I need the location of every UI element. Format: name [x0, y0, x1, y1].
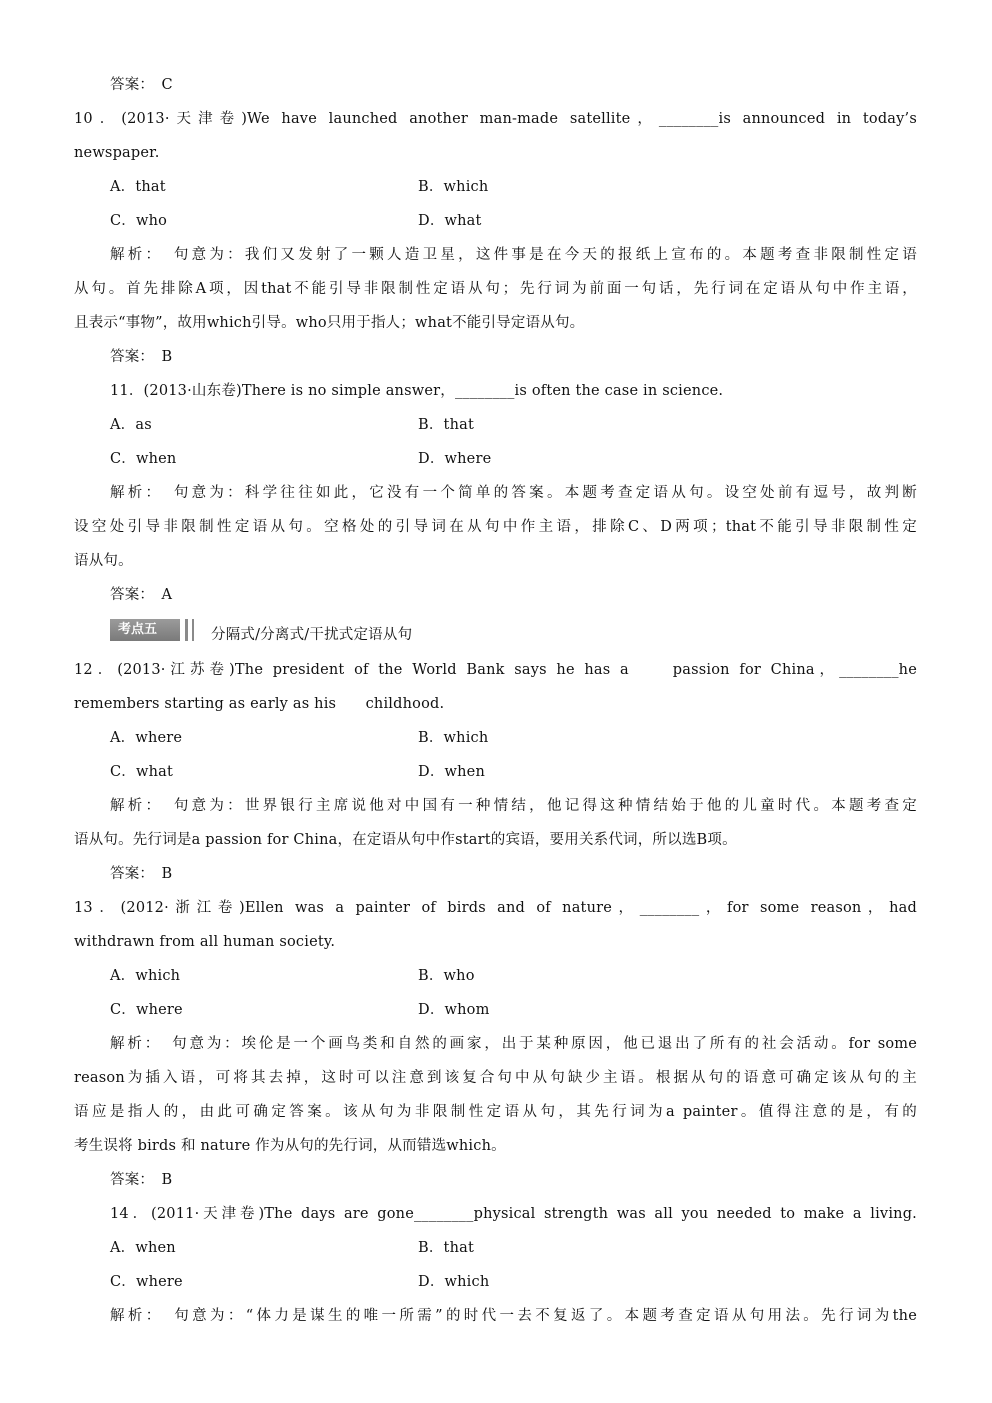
q10-option-a: A．that: [110, 179, 166, 195]
q14-option-d: D．which: [418, 1274, 490, 1290]
q13-analysis-line1: 解析： 句意为：埃伦是一个画鸟类和自然的画家，出于某种原因，他已退出了所有的社会活动。for some: [110, 1036, 917, 1052]
q12-analysis-line2: 语从句。先行词是a passion for China，在定语从句中作start的宾语，要用关系代词，所以选B项。: [74, 832, 737, 848]
q10-answer: 答案： B: [110, 349, 173, 365]
section-badge: 考点五: [110, 619, 180, 641]
q13-option-b: B．who: [418, 968, 475, 984]
q13-option-c: C．where: [110, 1002, 183, 1018]
q14-option-a: A．when: [110, 1240, 176, 1256]
q12-option-c: C．what: [110, 764, 174, 780]
q12-answer: 答案： B: [110, 866, 173, 882]
q13-option-a: A．which: [110, 968, 181, 984]
q11-analysis-line2: 设空处引导非限制性定语从句。空格处的引导词在从句中作主语，排除C、D两项；that不能引导非限制性定: [74, 519, 917, 535]
q10-analysis-line1: 解析： 句意为：我们又发射了一颗人造卫星，这件事是在今天的报纸上宣布的。本题考查非限制性定语: [110, 247, 917, 263]
q14-stem-line1: 14．(2011·天津卷)The days are gone________physical strength was all you needed to make a living.: [110, 1206, 917, 1222]
q13-analysis-line2: reason为插入语，可将其去掉，这时可以注意到该复合句中从句缺少主语。根据从句的语意可确定该从句的主: [74, 1070, 917, 1086]
q12-option-d: D．when: [418, 764, 485, 780]
q11-stem-line1: 11．(2013·山东卷)There is no simple answer，________is often the case in science.: [110, 383, 724, 399]
q14-analysis-line1: 解析： 句意为：“体力是谋生的唯一所需”的时代一去不复返了。本题考查定语从句用法。先行词为the: [110, 1308, 917, 1324]
answer-prev: 答案： C: [110, 77, 173, 93]
q10-option-c: C．who: [110, 213, 168, 229]
q13-analysis-line3: 语应是指人的，由此可确定答案。该从句为非限制性定语从句，其先行词为a painter。值得注意的是，有的: [74, 1104, 917, 1120]
q10-analysis-line3: 且表示“事物”，故用which引导。who只用于指人；what不能引导定语从句。: [74, 315, 585, 331]
q11-option-b: B．that: [418, 417, 474, 433]
q10-stem-line1: 10．(2013·天津卷)We have launched another man-made satellite，________is announced in today’s: [74, 111, 917, 127]
q14-option-b: B．that: [418, 1240, 474, 1256]
q10-analysis-line2: 从句。首先排除A项，因that不能引导非限制性定语从句；先行词为前面一句话，先行词在定语从句中作主语，: [74, 281, 917, 297]
q12-option-b: B．which: [418, 730, 489, 746]
q12-stem-line2: remembers starting as early as his childhood.: [74, 696, 445, 712]
q14-option-c: C．where: [110, 1274, 183, 1290]
q10-option-b: B．which: [418, 179, 489, 195]
q13-stem-line1: 13．(2012·浙江卷)Ellen was a painter of birds and of nature，________，for some reason，had: [74, 900, 917, 916]
q13-stem-line2: withdrawn from all human society.: [74, 934, 336, 950]
q11-analysis-line1: 解析： 句意为：科学往往如此，它没有一个简单的答案。本题考查定语从句。设空处前有逗号，故判断: [110, 485, 917, 501]
q12-analysis-line1: 解析： 句意为：世界银行主席说他对中国有一种情结，他记得这种情结始于他的儿童时代。本题考查定: [110, 798, 917, 814]
q13-analysis-line4: 考生误将 birds 和 nature 作为从句的先行词，从而错选which。: [74, 1138, 506, 1154]
section-title: 分隔式/分离式/干扰式定语从句: [211, 627, 413, 643]
q11-option-c: C．when: [110, 451, 177, 467]
q13-answer: 答案： B: [110, 1172, 173, 1188]
q10-option-d: D．what: [418, 213, 482, 229]
q12-option-a: A．where: [110, 730, 183, 746]
q13-option-d: D．whom: [418, 1002, 490, 1018]
q11-answer: 答案： A: [110, 587, 173, 603]
q10-stem-line2: newspaper.: [74, 145, 160, 161]
q11-option-a: A．as: [110, 417, 152, 433]
q12-stem-line1: 12．(2013·江苏卷)The president of the World Bank says he has a passion for China，________he: [74, 662, 917, 678]
q11-option-d: D．where: [418, 451, 492, 467]
q11-analysis-line3: 语从句。: [74, 553, 133, 569]
